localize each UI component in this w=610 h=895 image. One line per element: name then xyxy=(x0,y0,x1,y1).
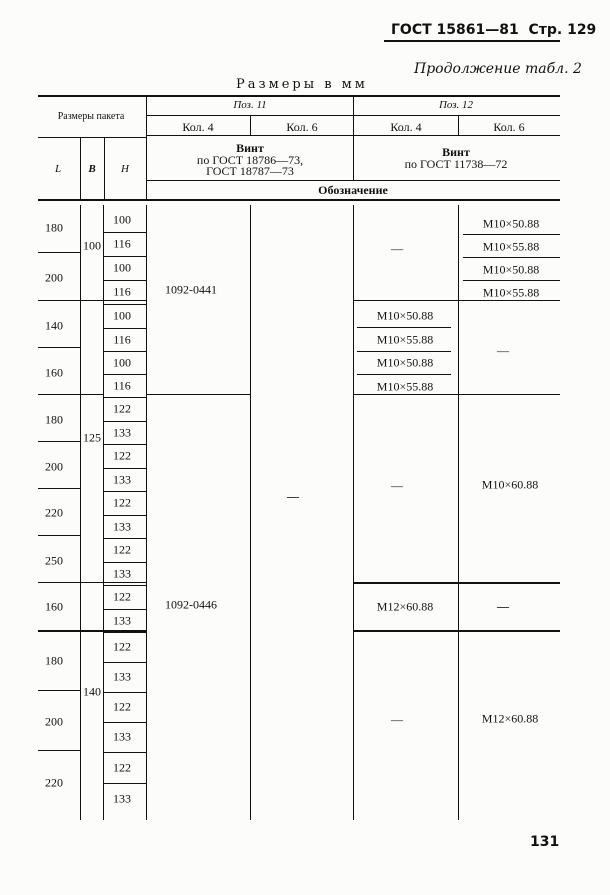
l-value: 250 xyxy=(45,553,63,568)
rule xyxy=(38,488,80,489)
rule xyxy=(38,394,104,395)
rule xyxy=(458,116,459,136)
h-row-line xyxy=(104,374,146,375)
h-value: 122 xyxy=(113,760,131,774)
h-row-line xyxy=(104,692,146,693)
pos11-gost-1: по ГОСТ 18786—73, xyxy=(196,153,304,167)
rule xyxy=(146,394,250,395)
rule xyxy=(38,582,146,583)
h-row-line xyxy=(104,468,146,469)
col-B-header: B xyxy=(88,163,96,175)
h-value: 133 xyxy=(113,729,131,744)
l-value: 160 xyxy=(45,599,63,614)
pos12-q6-value: M10×60.88 xyxy=(481,477,539,492)
pos12-q4-value: M10×50.88 xyxy=(376,308,434,323)
rule xyxy=(38,137,146,138)
col-packet-header: Размеры пакета xyxy=(57,111,125,122)
l-value: 220 xyxy=(45,775,63,790)
rule xyxy=(38,252,80,253)
table-top-rule xyxy=(38,95,560,97)
h-value: 133 xyxy=(113,791,131,806)
rule xyxy=(357,327,451,328)
h-row-line xyxy=(104,256,146,257)
h-row-line xyxy=(104,328,146,329)
h-value: 122 xyxy=(113,639,131,654)
pos12-q6-value: M12×60.88 xyxy=(481,711,539,726)
h-row-line xyxy=(104,444,146,445)
pos12-q4-value: M10×55.88 xyxy=(376,332,434,347)
h-row-line xyxy=(104,609,146,610)
pos11-header: Поз. 11 xyxy=(233,99,267,111)
pos12-q6-dash: — xyxy=(497,599,509,614)
rule xyxy=(38,630,146,632)
pos12-header: Поз. 12 xyxy=(438,99,474,111)
rule xyxy=(353,97,354,181)
h-row-line xyxy=(104,585,146,586)
h-value: 100 xyxy=(113,308,131,323)
h-row-line xyxy=(104,232,146,233)
h-row-line xyxy=(104,722,146,723)
pos12-q4-value: M10×50.88 xyxy=(376,355,434,370)
rule xyxy=(357,351,451,352)
h-value: 116 xyxy=(113,378,131,392)
h-value: 133 xyxy=(113,519,131,533)
pos12-q6-value: M10×55.88 xyxy=(482,285,540,300)
rule xyxy=(353,205,354,820)
rule xyxy=(103,205,104,820)
page-ref: Стр. 129 xyxy=(528,22,597,38)
l-value: 180 xyxy=(45,653,63,668)
pos11-qty4: Кол. 4 xyxy=(182,120,214,134)
rule xyxy=(38,535,80,536)
standard-number: ГОСТ 15861—81 Стр. 129 xyxy=(391,22,597,38)
h-row-line xyxy=(104,783,146,784)
h-value: 122 xyxy=(113,699,131,714)
rule xyxy=(357,374,451,375)
h-row-line xyxy=(104,491,146,492)
rule xyxy=(250,116,251,136)
units-label: Размеры в мм xyxy=(236,77,368,92)
h-row-line xyxy=(104,515,146,516)
page-number: 131 xyxy=(530,834,560,850)
h-row-line xyxy=(104,351,146,352)
rule xyxy=(463,257,560,258)
pos11-qty6: Кол. 6 xyxy=(286,120,318,134)
header-rule xyxy=(384,40,560,42)
rule xyxy=(353,300,458,301)
h-row-line xyxy=(104,562,146,563)
h-value: 100 xyxy=(113,212,131,227)
rule xyxy=(146,97,147,201)
rule xyxy=(80,138,81,201)
rule xyxy=(146,205,147,820)
l-value: 180 xyxy=(45,220,63,235)
h-row-line xyxy=(104,632,146,633)
rule xyxy=(104,138,105,201)
pos12-q4-value: M12×60.88 xyxy=(376,599,434,614)
l-value: 140 xyxy=(45,318,63,333)
l-value: 180 xyxy=(45,412,63,427)
h-value: 122 xyxy=(113,495,131,510)
rule xyxy=(80,205,81,820)
rule xyxy=(250,205,251,820)
h-value: 100 xyxy=(113,260,131,275)
h-value: 133 xyxy=(113,472,131,486)
pos12-q6-value: M10×50.88 xyxy=(482,216,540,231)
pos12-q6-dash: — xyxy=(497,343,509,358)
h-value: 116 xyxy=(113,332,131,346)
h-value: 122 xyxy=(113,401,131,416)
designation-header: Обозначение xyxy=(318,183,388,197)
h-value: 133 xyxy=(113,425,131,439)
b-value: 125 xyxy=(83,430,101,445)
l-value: 160 xyxy=(45,365,63,380)
b-value: 140 xyxy=(83,684,101,699)
col-H-header: H xyxy=(121,163,129,175)
header-bottom-rule xyxy=(38,199,560,201)
h-row-line xyxy=(104,304,146,305)
l-value: 220 xyxy=(45,505,63,520)
h-value: 100 xyxy=(113,355,131,369)
pos11-vint: Винт xyxy=(236,141,264,155)
h-row-line xyxy=(104,538,146,539)
pos11-q4-value: 1092-0441 xyxy=(165,282,217,297)
rule xyxy=(458,205,459,820)
pos12-qty6: Кол. 6 xyxy=(493,120,525,134)
pos12-gost: по ГОСТ 11738—72 xyxy=(404,157,508,171)
rule xyxy=(353,582,560,584)
h-value: 122 xyxy=(113,589,131,604)
pos11-q6-value: — xyxy=(287,489,299,504)
pos12-q4-value: M10×55.88 xyxy=(376,379,434,394)
rule xyxy=(38,750,80,751)
h-value: 133 xyxy=(113,669,131,684)
b-value: 100 xyxy=(83,238,101,253)
h-row-line xyxy=(104,280,146,281)
h-value: 122 xyxy=(113,448,131,463)
rule xyxy=(38,441,80,442)
pos12-vint: Винт xyxy=(442,145,470,159)
continuation-label: Продолжение табл. 2 xyxy=(414,61,582,77)
l-value: 200 xyxy=(45,459,63,474)
h-value: 116 xyxy=(113,236,131,251)
pos11-gost-2: ГОСТ 18787—73 xyxy=(206,164,294,178)
rule xyxy=(463,234,560,235)
pos12-qty4: Кол. 4 xyxy=(390,120,422,134)
rule xyxy=(463,280,560,281)
pos12-q6-value: M10×50.88 xyxy=(482,262,540,277)
pos11-q4-value: 1092-0446 xyxy=(165,597,217,612)
l-value: 200 xyxy=(45,714,63,729)
pos12-q4-dash: — xyxy=(391,478,403,493)
pos12-q4-dash: — xyxy=(391,712,403,727)
h-row-line xyxy=(104,752,146,753)
rule xyxy=(38,690,80,691)
pos12-q4-dash: — xyxy=(391,241,403,256)
h-value: 133 xyxy=(113,613,131,627)
rule xyxy=(38,347,80,348)
h-row-line xyxy=(104,397,146,398)
l-value: 200 xyxy=(45,270,63,285)
pos12-q6-value: M10×55.88 xyxy=(482,239,540,254)
rule xyxy=(353,630,560,632)
h-row-line xyxy=(104,662,146,663)
h-value: 122 xyxy=(113,542,131,557)
col-L-header: L xyxy=(54,163,62,175)
h-value: 116 xyxy=(113,284,131,299)
h-value: 133 xyxy=(113,566,131,580)
rule xyxy=(38,300,146,301)
h-row-line xyxy=(104,421,146,422)
